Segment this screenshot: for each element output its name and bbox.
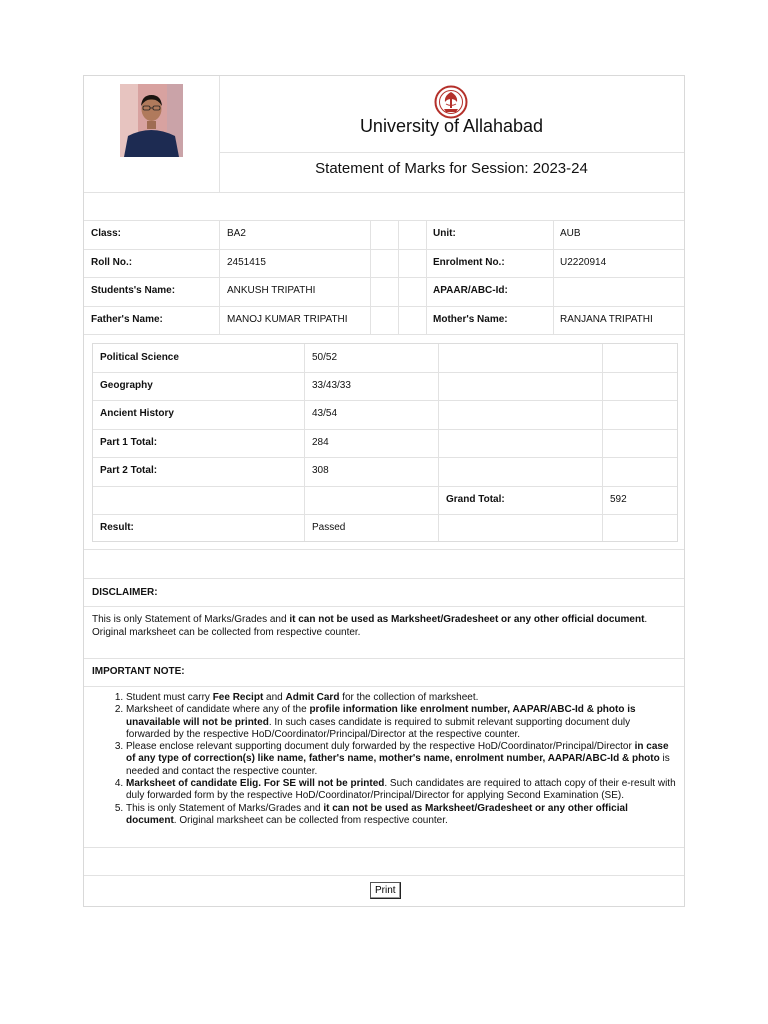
result-label: Result:: [100, 522, 134, 533]
section-border: [84, 578, 684, 579]
marks-row-border: [93, 372, 677, 373]
marks-col-divider: [438, 344, 439, 541]
note-text: is needed and contact the respective counter.: [126, 753, 670, 777]
important-note-heading: IMPORTANT NOTE:: [92, 666, 185, 677]
class-label: Class:: [91, 228, 122, 239]
marks-row-border: [93, 486, 677, 487]
disclaimer-text-part: This is only Statement of Marks/Grades and: [92, 614, 290, 625]
marks-row-border: [93, 514, 677, 515]
unit-label: Unit:: [433, 228, 456, 239]
enrolment-value: U2220914: [560, 257, 607, 268]
note-text: . In such cases candidate is required to submit relevant supporting document duly forwarded by the respective HoD/Coordinator/Principal/Director at the respective counter.: [126, 716, 631, 740]
enrolment-label: Enrolment No.:: [433, 257, 505, 268]
info-top-border: [84, 220, 684, 221]
section-border: [84, 606, 684, 607]
section-border: [84, 549, 684, 550]
disclaimer-text-part: . Original marksheet can be collected from respective counter.: [92, 614, 648, 638]
info-col-divider: [370, 220, 371, 334]
mother-name-label: Mother's Name:: [433, 314, 508, 325]
note-text: Please enclose relevant supporting document duly forwarded by the respective HoD/Coordinator/Principal/Director: [126, 741, 635, 753]
father-name-label: Father's Name:: [91, 314, 163, 325]
important-note-item: [126, 778, 677, 803]
session-title: Statement of Marks for Session: 2023-24: [315, 160, 588, 177]
university-name: University of Allahabad: [359, 116, 544, 136]
header-bottom-border: [84, 192, 684, 193]
section-border: [84, 875, 684, 876]
note-text: . Such candidates are required to attach copy of their e-result with duly forwarded form by the respective HoD/Coordinator/Principal/Director for applying Second Examination (SE).: [126, 778, 676, 802]
section-border: [84, 847, 684, 848]
apaar-label: APAAR/ABC-Id:: [433, 285, 508, 296]
disclaimer-heading: DISCLAIMER:: [92, 587, 158, 598]
mother-name-value: RANJANA TRIPATHI: [560, 314, 653, 325]
section-border: [84, 686, 684, 687]
unit-value: AUB: [560, 228, 581, 239]
important-note-list: [92, 692, 677, 827]
info-row-border: [84, 249, 684, 250]
note-text: for the collection of marksheet.: [339, 692, 479, 703]
part2-total-label: Part 2 Total:: [100, 465, 158, 476]
subject-marks: 43/54: [312, 408, 338, 419]
marks-table: [92, 343, 678, 542]
info-row-border: [84, 306, 684, 307]
roll-value: 2451415: [227, 257, 266, 268]
note-text-bold: Admit Card: [285, 692, 340, 703]
important-note-item: [126, 692, 677, 704]
important-note-item: [126, 741, 677, 778]
note-text-bold: in case of any type of correction(s) like name, father's name, mother's name, enrolment number, AAPAR/ABC-Id & photo: [126, 741, 669, 765]
part1-total-label: Part 1 Total:: [100, 437, 158, 448]
student-photo: [120, 84, 183, 157]
note-text: Student must carry: [126, 692, 213, 703]
student-name-label: Students's Name:: [91, 285, 176, 296]
info-col-divider: [553, 220, 554, 334]
class-value: BA2: [227, 228, 246, 239]
note-text-bold: profile information like enrolment number, AAPAR/ABC-Id & photo is unavailable will not be printed: [126, 704, 636, 728]
roll-label: Roll No.:: [91, 257, 133, 268]
grand-total-value: 592: [610, 494, 627, 505]
info-col-divider: [219, 220, 220, 334]
note-text: and: [263, 692, 286, 703]
note-text: Marksheet of candidate where any of the: [126, 704, 310, 716]
info-row-border: [84, 277, 684, 278]
important-note-item: [126, 704, 677, 741]
note-text-bold: Marksheet of candidate Elig. For SE will not be printed: [126, 778, 385, 790]
part2-total-value: 308: [312, 465, 329, 476]
subject-marks: 33/43/33: [312, 380, 351, 391]
note-text-bold: it can not be used as Marksheet/Gradesheet or any other official document: [126, 802, 628, 826]
note-text: This is only Statement of Marks/Grades and: [126, 802, 324, 814]
student-name-value: ANKUSH TRIPATHI: [227, 285, 316, 296]
section-border: [84, 658, 684, 659]
marks-row-border: [93, 429, 677, 430]
subject-marks: 50/52: [312, 352, 338, 363]
info-col-divider: [426, 220, 427, 334]
marks-col-divider: [602, 344, 603, 541]
marks-statement-card: [83, 75, 685, 907]
marks-col-divider: [304, 344, 305, 541]
note-text: . Original marksheet can be collected from respective counter.: [173, 814, 448, 826]
title-divider: [219, 152, 684, 153]
part1-total-value: 284: [312, 437, 329, 448]
marks-row-border: [93, 400, 677, 401]
print-button[interactable]: Print: [370, 882, 401, 899]
disclaimer-text: [92, 614, 677, 639]
info-col-divider: [398, 220, 399, 334]
important-note-item: [126, 803, 677, 828]
subject-name: Political Science: [100, 352, 179, 363]
subject-name: Geography: [100, 380, 153, 391]
info-bottom-border: [84, 334, 684, 335]
note-text-bold: Fee Recipt: [212, 692, 264, 703]
grand-total-label: Grand Total:: [446, 494, 505, 505]
marks-row-border: [93, 457, 677, 458]
university-emblem-icon: [434, 85, 468, 119]
subject-name: Ancient History: [100, 408, 174, 419]
result-value: Passed: [312, 522, 346, 533]
disclaimer-text-bold: it can not be used as Marksheet/Gradesheet or any other official document: [289, 614, 645, 625]
father-name-value: MANOJ KUMAR TRIPATHI: [227, 314, 348, 325]
